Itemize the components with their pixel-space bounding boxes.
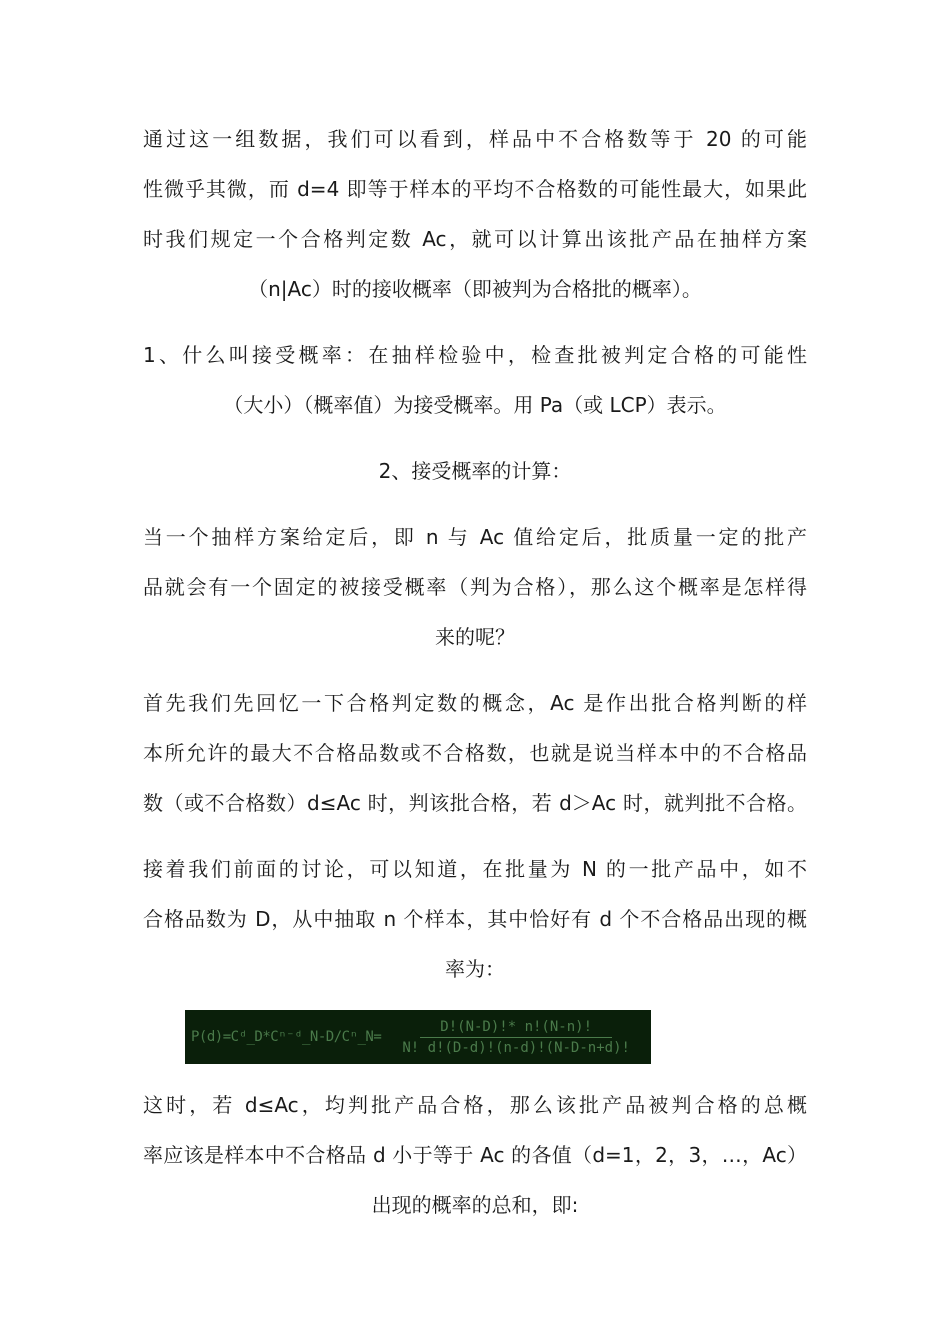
text-line: 这时，若 d≤Ac，均判批产品合格，那么该批产品被判合格的总概	[143, 1093, 807, 1117]
paragraph	[143, 330, 807, 430]
text-line: （n|Ac）时的接收概率（即被判为合格批的概率）。	[248, 277, 702, 301]
formula-numerator: D!(N-D)!* n!(N-n)!	[420, 1019, 612, 1038]
body-text-before-formula	[0, 114, 950, 994]
paragraph	[143, 512, 807, 662]
paragraph	[143, 678, 807, 828]
text-line: 2、接受概率的计算：	[378, 459, 572, 483]
text-line: 品就会有一个固定的被接受概率（判为合格），那么这个概率是怎样得	[143, 575, 807, 599]
text-line: 时我们规定一个合格判定数 Ac，就可以计算出该批产品在抽样方案	[143, 227, 807, 251]
text-line: 本所允许的最大不合格品数或不合格数，也就是说当样本中的不合格品	[143, 741, 807, 765]
formula-fraction	[387, 1019, 645, 1056]
text-line: 通过这一组数据，我们可以看到，样品中不合格数等于 20 的可能	[143, 127, 807, 151]
text-line: 数（或不合格数）d≤Ac 时，判该批合格，若 d＞Ac 时，就判批不合格。	[143, 791, 807, 815]
text-line: （大小）（概率值）为接受概率。用 Pa（或 LCP）表示。	[223, 393, 727, 417]
text-line: 首先我们先回忆一下合格判定数的概念，Ac 是作出批合格判断的样	[143, 691, 807, 715]
paragraph	[143, 114, 807, 314]
text-line: 率应该是样本中不合格品 d 小于等于 Ac 的各值（d=1，2，3，…，Ac）	[143, 1143, 807, 1167]
text-line: 出现的概率的总和，即:	[371, 1193, 579, 1217]
text-line: 来的呢？	[435, 625, 515, 649]
formula-image	[185, 1010, 651, 1064]
text-line: 1、什么叫接受概率：在抽样检验中，检查批被判定合格的可能性	[143, 343, 807, 367]
formula-denominator: N! d!(D-d)!(n-d)!(N-D-n+d)!	[402, 1039, 630, 1056]
text-line: 当一个抽样方案给定后，即 n 与 Ac 值给定后，批质量一定的批产	[143, 525, 807, 549]
paragraph	[143, 446, 807, 496]
text-line: 率为：	[445, 957, 505, 981]
formula-left-side: P(d)=Cᵈ_D*Cⁿ⁻ᵈ_N-D/Cⁿ_N=	[191, 1029, 382, 1045]
text-line: 合格品数为 D，从中抽取 n 个样本，其中恰好有 d 个不合格品出现的概	[143, 907, 807, 931]
paragraph	[143, 1080, 807, 1230]
text-line: 性微乎其微，而 d=4 即等于样本的平均不合格数的可能性最大，如果此	[143, 177, 807, 201]
text-line: 接着我们前面的讨论，可以知道，在批量为 N 的一批产品中，如不	[143, 857, 807, 881]
body-text-after-formula	[0, 1080, 950, 1230]
paragraph	[143, 844, 807, 994]
